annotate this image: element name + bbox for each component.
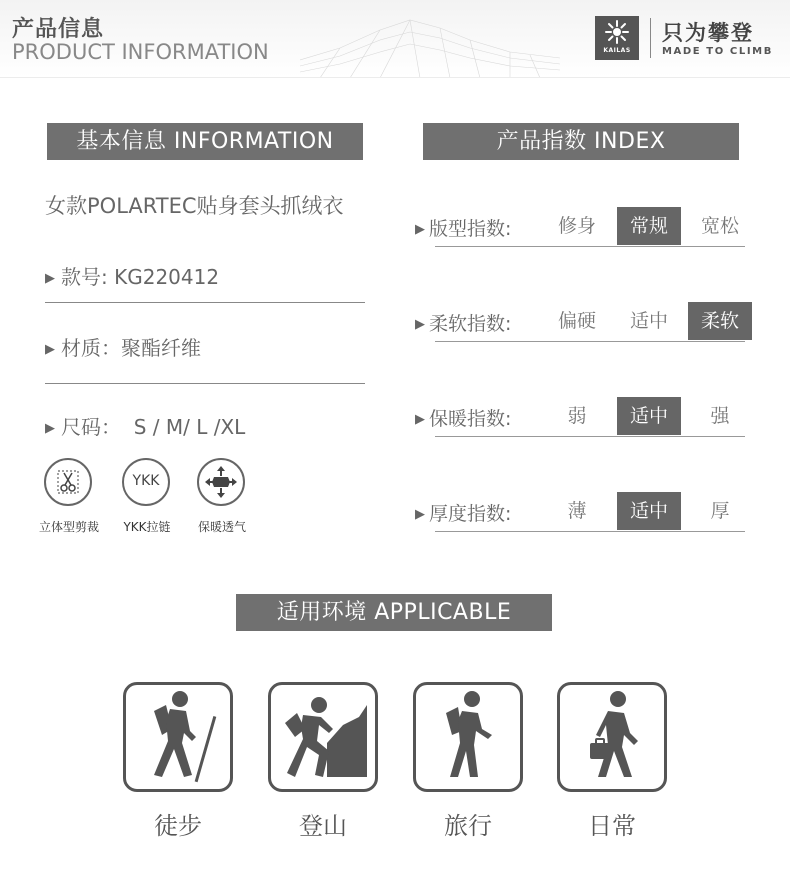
header-title-cn: 产品信息 bbox=[12, 17, 105, 42]
climbing-icon bbox=[271, 685, 375, 789]
index-row-label: ▶ 厚度指数: bbox=[415, 503, 512, 525]
travel-icon bbox=[416, 685, 520, 789]
index-option: 适中 bbox=[629, 310, 668, 332]
index-option: 强 bbox=[710, 405, 730, 427]
index-option: 弱 bbox=[567, 405, 587, 427]
badge-label: YKK拉链 bbox=[123, 520, 171, 534]
breathable-icon bbox=[199, 460, 243, 504]
sun-logo-icon bbox=[595, 16, 639, 48]
index-option-selected: 常规 bbox=[617, 207, 681, 245]
info-value: KG220412 bbox=[114, 265, 220, 289]
index-option: 宽松 bbox=[700, 215, 739, 237]
index-row-divider bbox=[435, 531, 745, 532]
index-option-selected: 适中 bbox=[617, 492, 681, 530]
climbing-icon-box bbox=[268, 682, 378, 792]
kailas-logo bbox=[595, 16, 639, 60]
triangle-bullet-icon: ▶ bbox=[415, 317, 425, 332]
env-label-daily: 日常 bbox=[588, 812, 636, 840]
slogan-cn: 只为攀登 bbox=[662, 21, 754, 45]
information-bar: 基本信息 INFORMATION bbox=[47, 123, 363, 160]
index-option-selected: 柔软 bbox=[688, 302, 752, 340]
index-row-label: ▶ 版型指数: bbox=[415, 218, 512, 240]
badge-label: 保暖透气 bbox=[197, 520, 246, 534]
slogan-en: MADE TO CLIMB bbox=[662, 46, 773, 57]
index-row-divider bbox=[435, 436, 745, 437]
ykk-icon: YKK bbox=[132, 473, 160, 489]
index-row-divider bbox=[435, 246, 745, 247]
index-option-selected: 适中 bbox=[617, 397, 681, 435]
info-value: 聚酯纤维 bbox=[121, 336, 201, 360]
hiking-icon-box bbox=[123, 682, 233, 792]
index-row-label: ▶ 柔软指数: bbox=[415, 313, 512, 335]
env-label-hiking: 徒步 bbox=[154, 812, 202, 840]
info-row-style-number: ▶ 款号: KG220412 bbox=[45, 265, 220, 289]
index-option: 偏硬 bbox=[557, 310, 596, 332]
env-label-travel: 旅行 bbox=[444, 812, 492, 840]
triangle-bullet-icon: ▶ bbox=[45, 342, 55, 357]
header-title-en: PRODUCT INFORMATION bbox=[12, 40, 269, 64]
triangle-bullet-icon: ▶ bbox=[415, 507, 425, 522]
index-option: 厚 bbox=[710, 500, 730, 522]
daily-icon-box bbox=[557, 682, 667, 792]
travel-icon-box bbox=[413, 682, 523, 792]
info-value: S / M/ L /XL bbox=[133, 415, 246, 439]
triangle-bullet-icon: ▶ bbox=[415, 222, 425, 237]
info-row-material: ▶ 材质：聚酯纤维 bbox=[45, 336, 201, 360]
divider bbox=[45, 302, 365, 303]
triangle-bullet-icon: ▶ bbox=[45, 421, 55, 436]
badge-3d-cut bbox=[44, 458, 92, 506]
badge-label: 立体型剪裁 bbox=[38, 520, 99, 534]
divider bbox=[45, 383, 365, 384]
index-option: 修身 bbox=[557, 215, 596, 237]
info-row-size: ▶ 尺码： S / M/ L /XL bbox=[45, 415, 246, 439]
info-label: 尺码 bbox=[61, 415, 101, 439]
triangle-bullet-icon: ▶ bbox=[415, 412, 425, 427]
badge-ykk bbox=[122, 458, 170, 506]
product-name: 女款POLARTEC贴身套头抓绒衣 bbox=[45, 194, 344, 218]
index-row-label: ▶ 保暖指数: bbox=[415, 408, 512, 430]
logo-divider bbox=[650, 18, 651, 58]
applicable-bar: 适用环境 APPLICABLE bbox=[236, 594, 552, 631]
page-header bbox=[0, 0, 790, 78]
index-row-divider bbox=[435, 341, 745, 342]
index-bar: 产品指数 INDEX bbox=[423, 123, 739, 160]
mountain-mesh-decoration bbox=[300, 0, 560, 78]
brand-name: KAILAS bbox=[603, 47, 631, 54]
triangle-bullet-icon: ▶ bbox=[45, 271, 55, 286]
badge-breathable bbox=[197, 458, 245, 506]
info-label: 材质 bbox=[61, 336, 101, 360]
info-label: 款号 bbox=[61, 265, 101, 289]
index-option: 薄 bbox=[567, 500, 587, 522]
env-label-climbing: 登山 bbox=[299, 812, 347, 840]
daily-icon bbox=[560, 685, 664, 789]
hiking-icon bbox=[126, 685, 230, 789]
scissors-icon bbox=[46, 460, 90, 504]
